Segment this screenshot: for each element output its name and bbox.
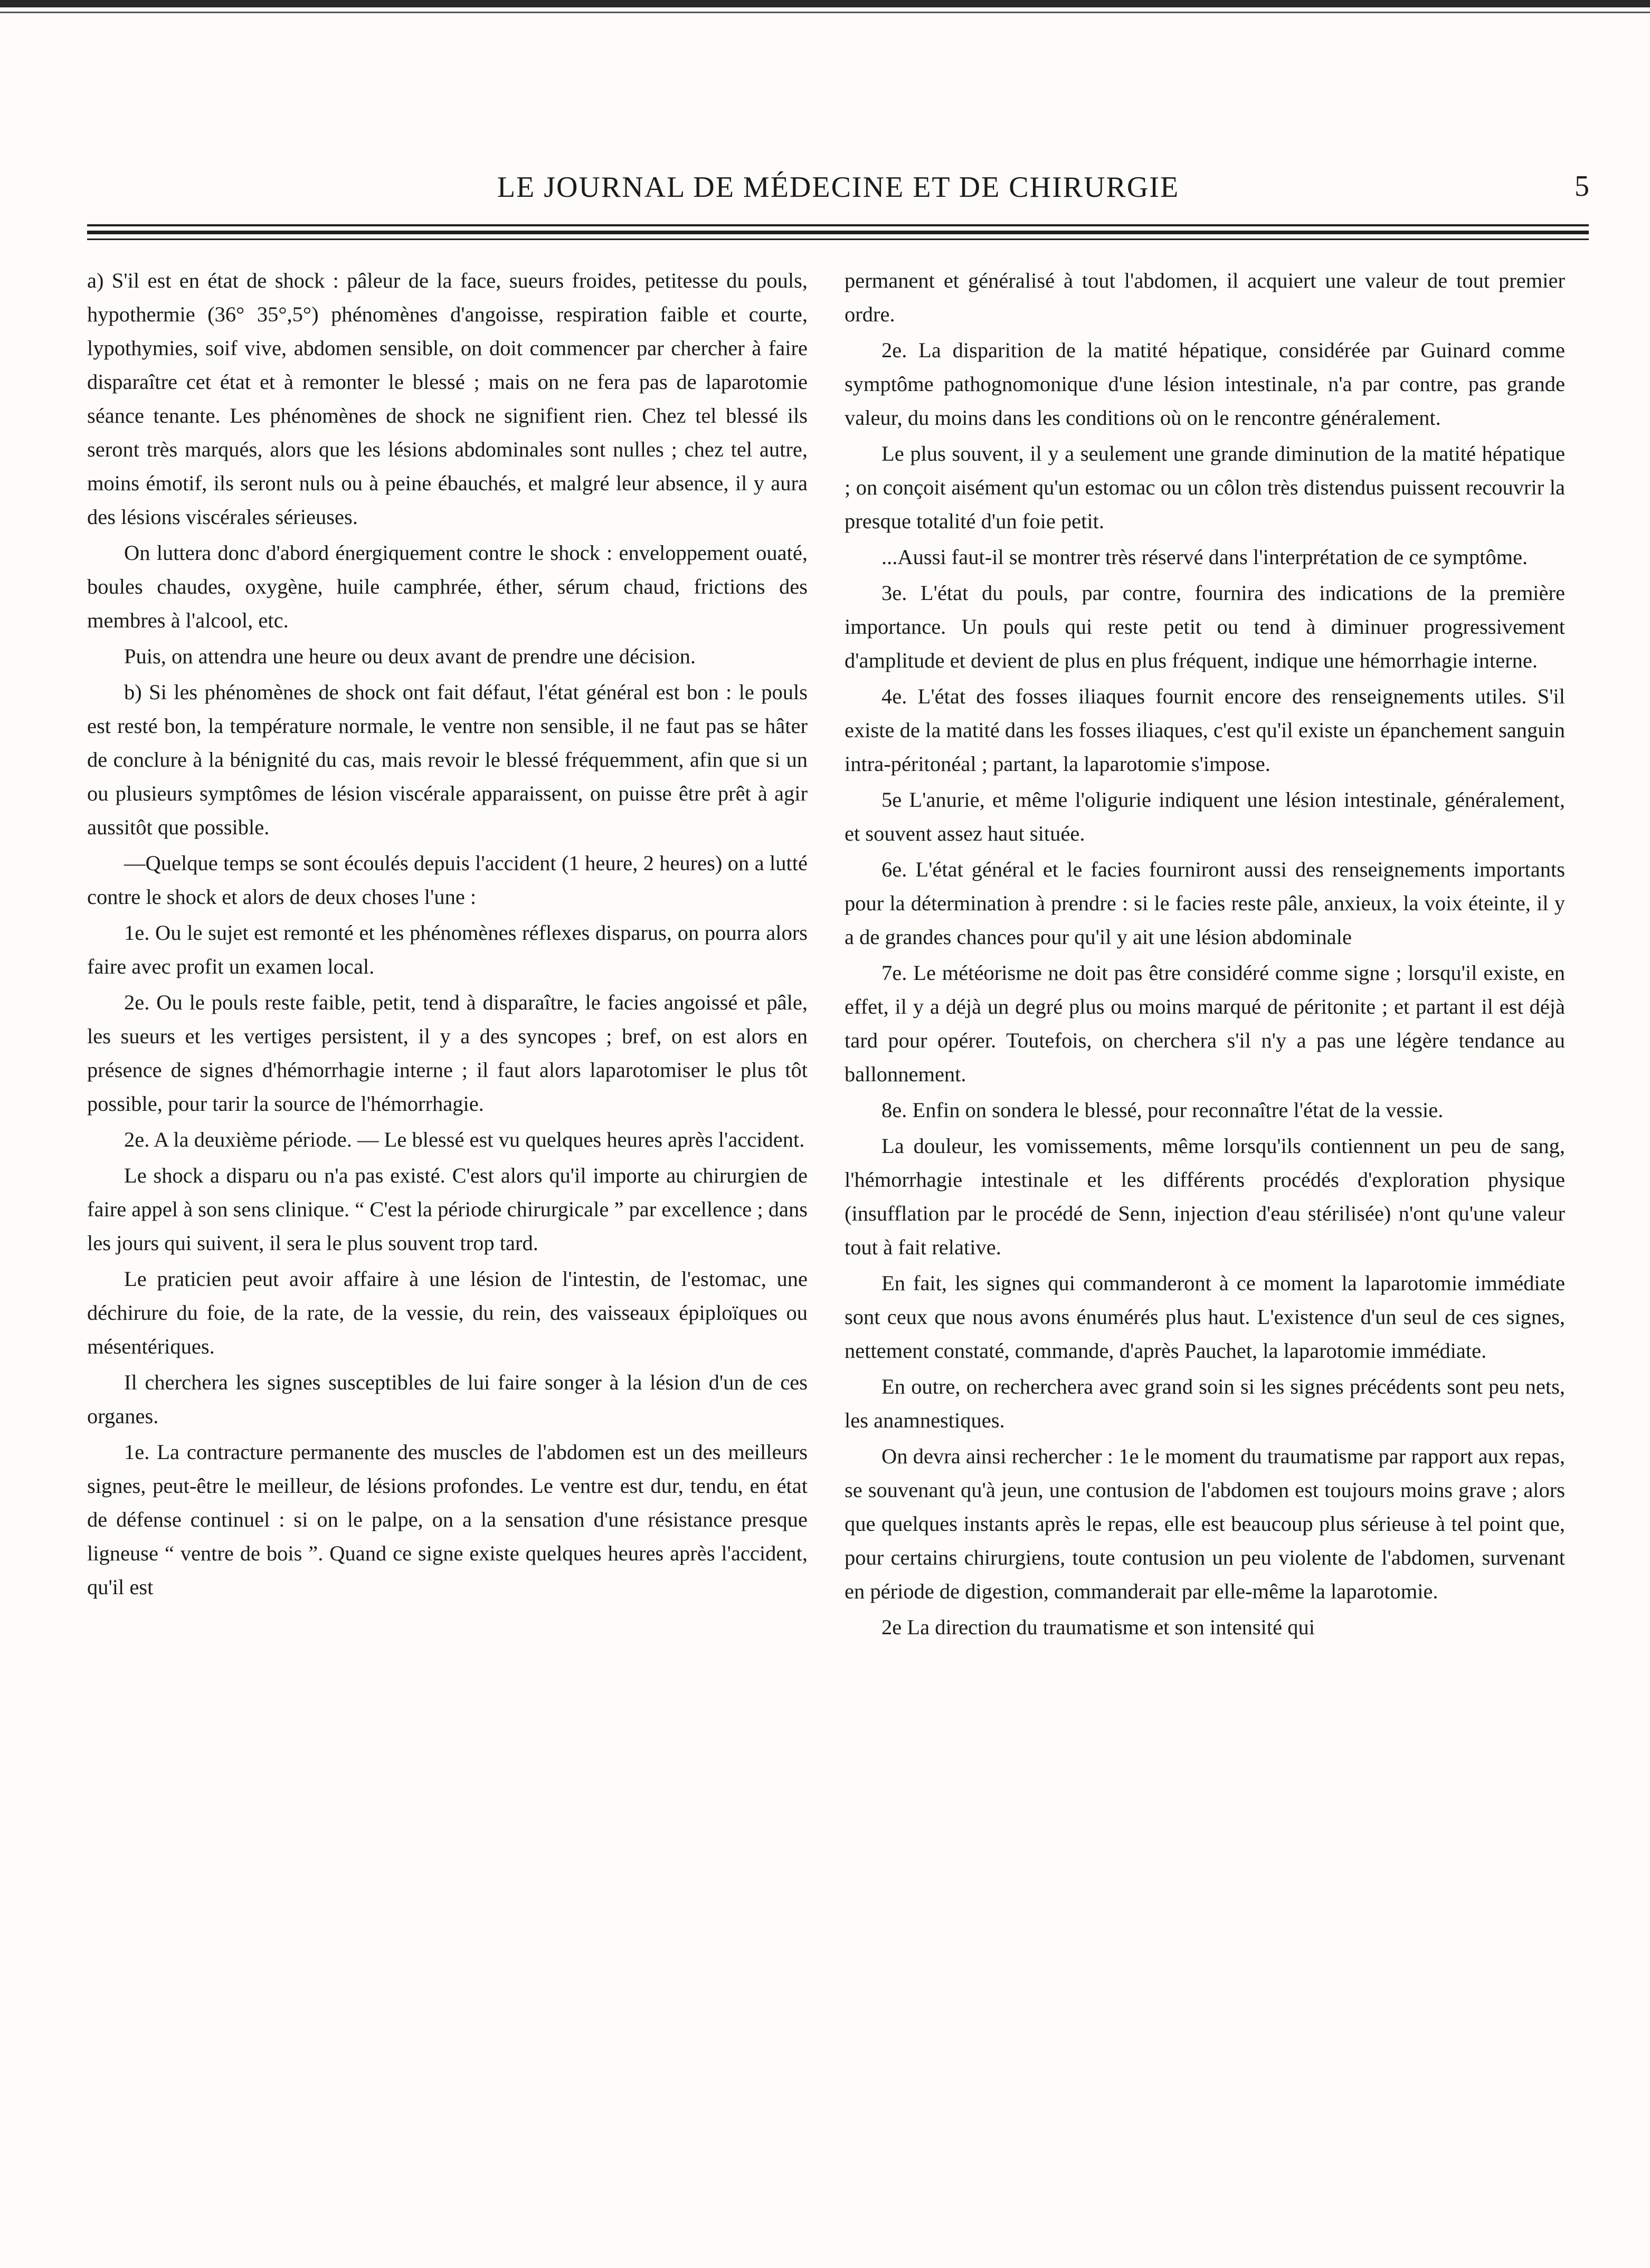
paragraph: Il cherchera les signes susceptibles de lui faire songer à la lésion d'un de ces organes. [87, 1370, 808, 1428]
paragraph: 1e. La contracture permanente des muscles de l'abdomen est un des meilleurs signes, peut-être le meilleur, de lésions profondes. Le ventre est dur, tendu, en état de défense continuel : si on le palpe, on a la sensation d'une résistance presque ligneuse “ ventre de bois ”. Quand ce signe existe quelques heures après l'accident, qu'il est [87, 1440, 808, 1599]
paragraph: 1e. Ou le sujet est remonté et les phénomènes réflexes disparus, on pourra alors faire avec profit un examen local. [87, 921, 808, 978]
paragraph: Puis, on attendra une heure ou deux avant de prendre une décision. [124, 644, 696, 668]
paragraph: permanent et généralisé à tout l'abdomen, il acquiert une valeur de tout premier ordre. [845, 269, 1565, 326]
paragraph: On devra ainsi rechercher : 1e le moment du traumatisme par rapport aux repas, se souvenant qu'à jeun, une contusion de l'abdomen est toujours moins grave ; alors que quelques instants après le repas, elle est beaucoup plus sérieuse à tel point que, pour certains chirurgiens, toute contusion un peu violente de l'abdomen, survenant en période de digestion, commanderait par elle-même la laparotomie. [845, 1444, 1565, 1603]
header-rule-top [87, 224, 1589, 226]
right-column [845, 264, 1565, 1646]
paragraph: Le shock a disparu ou n'a pas existé. C'est alors qu'il importe au chirurgien de faire appel à son sens clinique. “ C'est la période chirurgicale ” par excellence ; dans les jours qui suivent, il sera le plus souvent trop tard. [87, 1164, 808, 1255]
paragraph: 2e La direction du traumatisme et son intensité qui [881, 1615, 1315, 1639]
paragraph: b) Si les phénomènes de shock ont fait défaut, l'état général est bon : le pouls est resté bon, la température normale, le ventre non sensible, il ne faut pas se hâter de conclure à la bénignité du cas, mais revoir le blessé fréquemment, afin que si un ou plusieurs symptômes de lésion viscérale apparaissent, on puisse être prêt à agir aussitôt que possible. [87, 680, 808, 839]
journal-title: LE JOURNAL DE MÉDECINE ET DE CHIRURGIE [497, 171, 1180, 204]
top-border-thin [0, 12, 1650, 13]
page-number: 5 [1575, 170, 1589, 203]
paragraph: ...Aussi faut-il se montrer très réservé dans l'interprétation de ce symptôme. [881, 545, 1528, 569]
paragraph: En outre, on recherchera avec grand soin si les signes précédents sont peu nets, les anamnestiques. [845, 1375, 1565, 1432]
left-column [87, 264, 808, 1606]
paragraph: Le praticien peut avoir affaire à une lésion de l'intestin, de l'estomac, une déchirure du foie, de la rate, de la vessie, du rein, des vaisseaux épiploïques ou mésentériques. [87, 1267, 808, 1358]
paragraph: Le plus souvent, il y a seulement une grande diminution de la matité hépatique ; on conçoit aisément qu'un estomac ou un côlon très distendus puissent recouvrir la presque totalité d'un foie petit. [845, 442, 1565, 533]
paragraph: 5e L'anurie, et même l'oligurie indiquent une lésion intestinale, généralement, et souvent assez haut située. [845, 788, 1565, 845]
paragraph: a) S'il est en état de shock : pâleur de la face, sueurs froides, petitesse du pouls, hypothermie (36° 35°,5°) phénomènes d'angoisse, respiration faible et courte, lypothymies, soif vive, abdomen sensible, on doit commencer par chercher à faire disparaître cet état et à remonter le blessé ; mais on ne fera pas de laparotomie séance tenante. Les phénomènes de shock ne signifient rien. Chez tel blessé ils seront très marqués, alors que les lésions abdominales sont nulles ; chez tel autre, moins émotif, ils seront nuls ou à peine ébauchés, et malgré leur absence, il y aura des lésions viscérales sérieuses. [87, 269, 808, 529]
paragraph: On luttera donc d'abord énergiquement contre le shock : enveloppement ouaté, boules chaudes, oxygène, huile camphrée, éther, sérum chaud, frictions des membres à l'alcool, etc. [87, 541, 808, 632]
paragraph: 2e. La disparition de la matité hépatique, considérée par Guinard comme symptôme pathognomonique d'une lésion intestinale, n'a par contre, pas grande valeur, du moins dans les conditions où on le rencontre généralement. [845, 338, 1565, 430]
running-header [87, 166, 1589, 208]
paragraph: —Quelque temps se sont écoulés depuis l'accident (1 heure, 2 heures) on a lutté contre le shock et alors de deux choses l'une : [87, 851, 808, 909]
paragraph: 7e. Le météorisme ne doit pas être considéré comme signe ; lorsqu'il existe, en effet, il y a déjà un degré plus ou moins marqué de péritonite ; et partant il est déjà tard pour opérer. Toutefois, on cherchera s'il n'y a pas une légère tendance au ballonnement. [845, 961, 1565, 1086]
paragraph: 4e. L'état des fosses iliaques fournit encore des renseignements utiles. S'il existe de la matité dans les fosses iliaques, c'est qu'il existe un épanchement sanguin intra-péritonéal ; partant, la laparotomie s'impose. [845, 684, 1565, 776]
header-rule-middle [87, 231, 1589, 234]
paragraph: En fait, les signes qui commanderont à ce moment la laparotomie immédiate sont ceux que nous avons énumérés plus haut. L'existence d'un seul de ces signes, nettement constaté, commande, d'après Pauchet, la laparotomie immédiate. [845, 1271, 1565, 1362]
top-border [0, 0, 1650, 7]
paragraph: 3e. L'état du pouls, par contre, fournira des indications de la première importance. Un pouls qui reste petit ou tend à diminuer progressivement d'amplitude et devient de plus en plus fréquent, indique une hémorrhagie interne. [845, 581, 1565, 672]
paragraph: 2e. Ou le pouls reste faible, petit, tend à disparaître, le facies angoissé et pâle, les sueurs et les vertiges persistent, il y a des syncopes ; bref, on est alors en présence de signes d'hémorrhagie interne ; il faut alors laparotomiser le plus tôt possible, pour tarir la source de l'hémorrhagie. [87, 990, 808, 1116]
header-rule-bottom [87, 239, 1589, 240]
paragraph: La douleur, les vomissements, même lorsqu'ils contiennent un peu de sang, l'hémorrhagie intestinale et les différents procédés d'exploration physique (insufflation par le procédé de Senn, injection d'eau stérilisée) n'ont qu'une valeur tout à fait relative. [845, 1134, 1565, 1259]
paragraph: 2e. A la deuxième période. — Le blessé est vu quelques heures après l'accident. [124, 1128, 805, 1151]
paragraph: 8e. Enfin on sondera le blessé, pour reconnaître l'état de la vessie. [881, 1098, 1444, 1122]
paragraph: 6e. L'état général et le facies fourniront aussi des renseignements importants pour la détermination à prendre : si le facies reste pâle, anxieux, la voix éteinte, il y a de grandes chances pour qu'il y ait une lésion abdominale [845, 857, 1565, 949]
